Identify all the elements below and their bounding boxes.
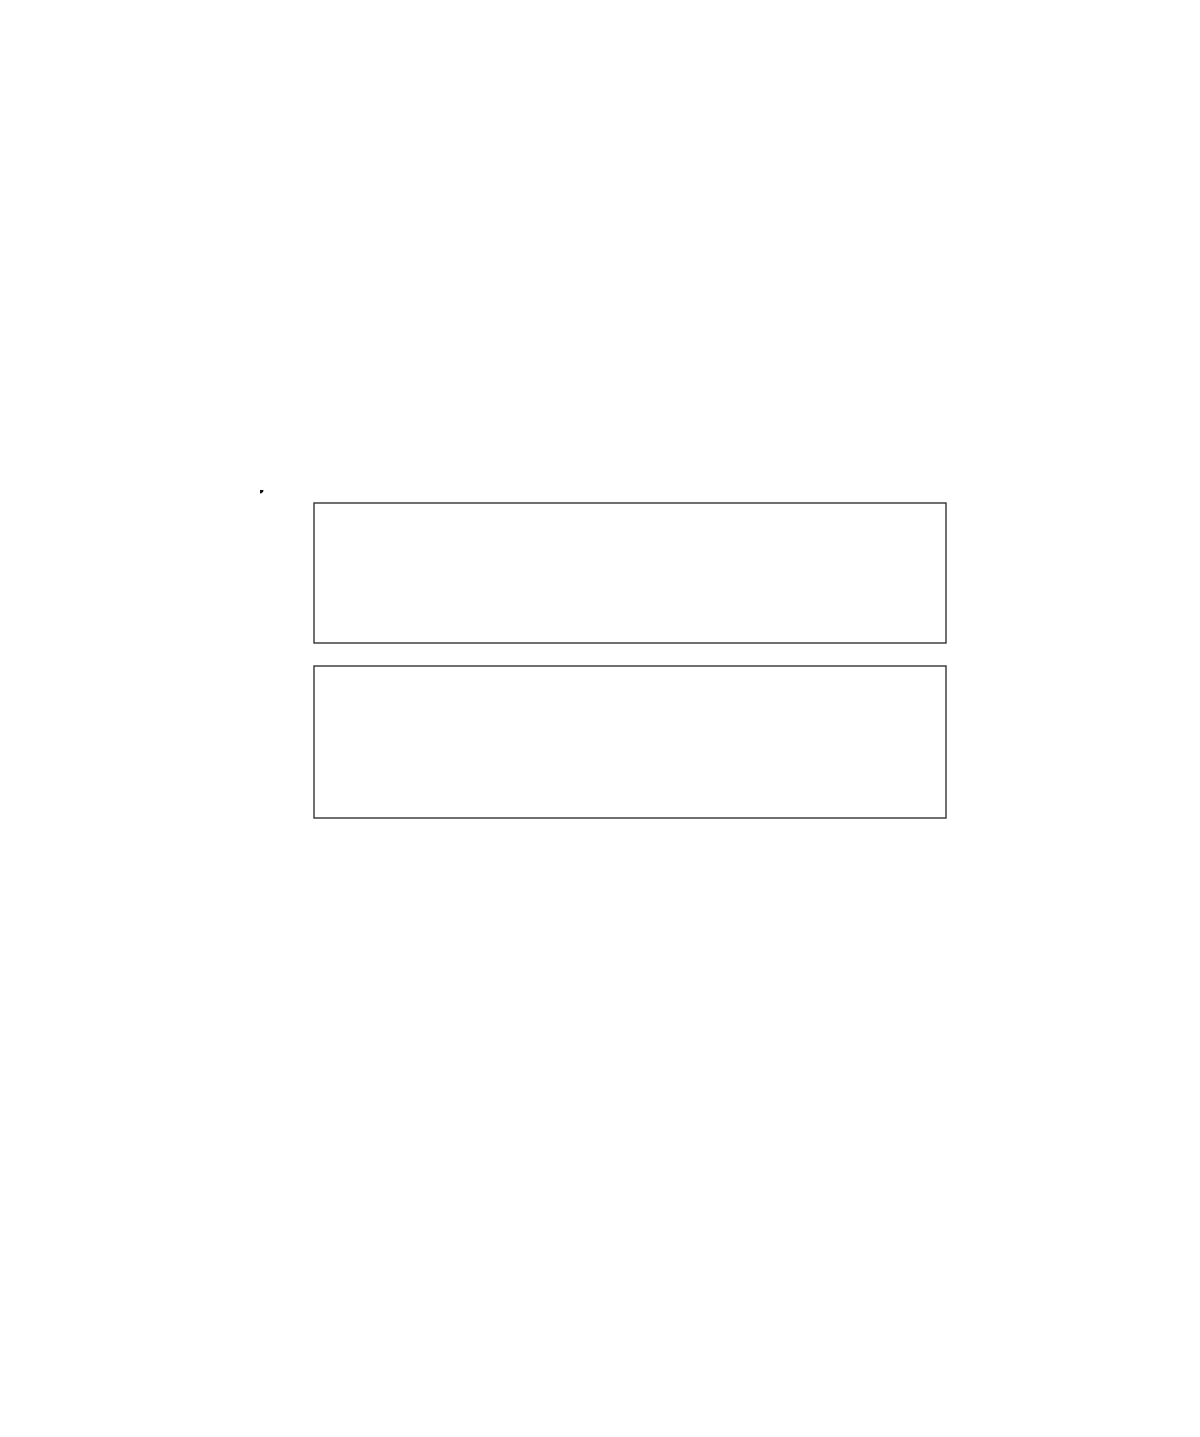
point-p-marker [260,490,264,494]
discharge-panel-frame [314,666,946,818]
figure-4-chart [260,490,960,880]
snowfall-panel-frame [314,503,946,643]
